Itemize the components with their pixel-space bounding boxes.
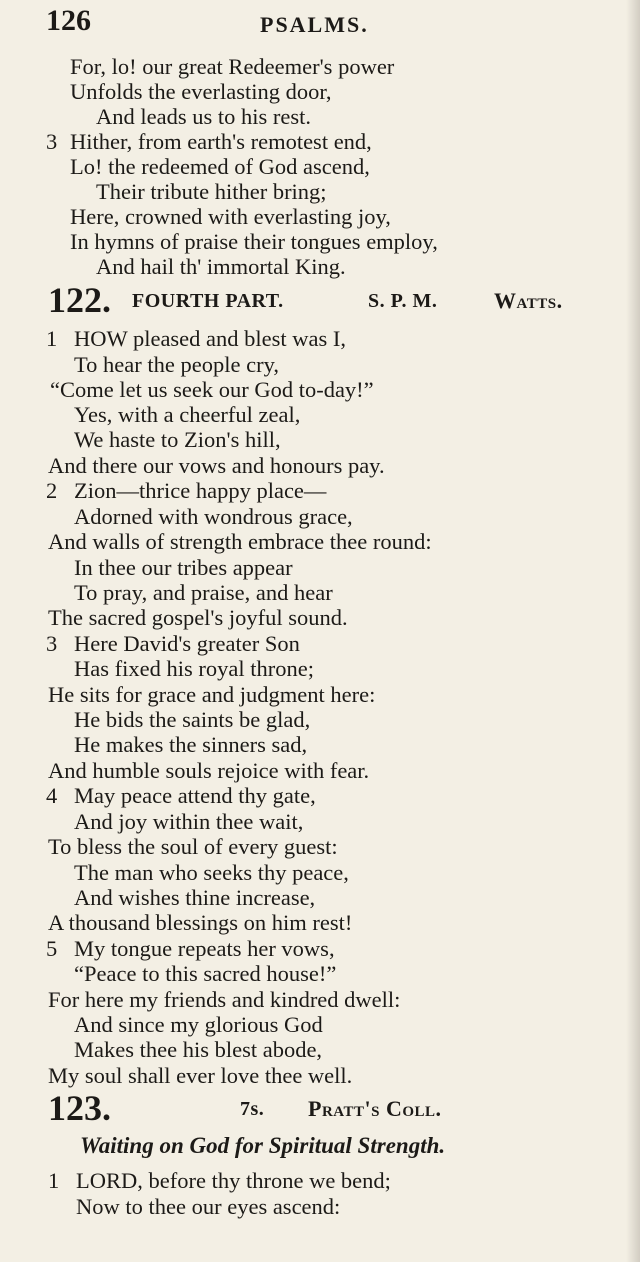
verse-line: “Come let us seek our God to-day!” [50,377,374,402]
hymn-topic: Waiting on God for Spiritual Strength. [80,1133,446,1158]
hymn-source: Pratt's Coll. [308,1096,442,1121]
verse-line: And there our vows and honours pay. [48,453,385,478]
hymn-123-heading [46,1088,586,1128]
verse-line: And leads us to his rest. [96,104,311,129]
verse-line: To pray, and praise, and hear [74,580,333,605]
verse-line: And since my glorious God [74,1012,323,1037]
page-edge-shadow [626,0,640,1262]
verse-line: The man who seeks thy peace, [74,860,349,885]
hymn-meter: 7s. [240,1098,265,1120]
verse-line: My tongue repeats her vows, [74,936,335,961]
verse-line: And walls of strength embrace thee round: [48,529,432,554]
stanza-number: 1 [46,326,58,351]
page-number: 126 [46,4,91,37]
verse-line: And hail th' immortal King. [96,254,346,279]
verse-line: Zion—thrice happy place— [74,478,327,503]
verse-line: He sits for grace and judgment here: [48,682,376,707]
verse-line: Here, crowned with everlasting joy, [70,204,391,229]
hymn-number: 123. [48,1088,111,1128]
hymn-part: FOURTH PART. [132,290,284,312]
stanza-number: 4 [46,783,58,808]
verse-line: Now to thee our eyes ascend: [76,1194,341,1219]
verse-line: Their tribute hither bring; [96,179,327,204]
verse-line: And humble souls rejoice with fear. [48,758,370,783]
verse-line: In hymns of praise their tongues employ, [70,229,438,254]
verse-line: He bids the saints be glad, [74,707,311,732]
verse-line: A thousand blessings on him rest! [48,910,353,935]
hymn-meter: S. P. M. [368,290,438,312]
verse-line: Adorned with wondrous grace, [74,504,353,529]
verse-line: For here my friends and kindred dwell: [48,987,401,1012]
verse-line: He makes the sinners sad, [74,732,308,757]
stanza-number: 2 [46,478,58,503]
verse-line: Yes, with a cheerful zeal, [74,402,301,427]
verse-line: And joy within thee wait, [74,809,304,834]
hymn-122-heading [46,280,586,320]
hymn-author: Watts. [494,288,563,313]
verse-line: Lo! the redeemed of God ascend, [70,154,370,179]
stanza-number: 3 [46,129,58,154]
verse-line: Here David's greater Son [74,631,300,656]
verse-line: In thee our tribes appear [74,555,293,580]
running-title: PSALMS. [260,12,369,37]
verse-line: To hear the people cry, [74,352,279,377]
stanza-number: 3 [46,631,58,656]
verse-line: “Peace to this sacred house!” [74,961,337,986]
hymn-number: 122. [48,280,111,320]
page-header [46,4,606,44]
verse-line: Unfolds the everlasting door, [70,79,332,104]
verse-line: We haste to Zion's hill, [74,427,281,452]
verse-line: Makes thee his blest abode, [74,1037,323,1062]
verse-line: HOW pleased and blest was I, [74,326,347,351]
verse-line: And wishes thine increase, [74,885,316,910]
verse-line: My soul shall ever love thee well. [48,1063,353,1088]
verse-line: Has fixed his royal throne; [74,656,314,681]
stanza-number: 1 [48,1168,60,1193]
verse-line: For, lo! our great Redeemer's power [70,54,395,79]
verse-line: To bless the soul of every guest: [48,834,338,859]
verse-line: Hither, from earth's remotest end, [70,129,372,154]
stanza-number: 5 [46,936,58,961]
verse-line: LORD, before thy throne we bend; [76,1168,391,1193]
verse-line: The sacred gospel's joyful sound. [48,605,348,630]
verse-line: May peace attend thy gate, [74,783,316,808]
